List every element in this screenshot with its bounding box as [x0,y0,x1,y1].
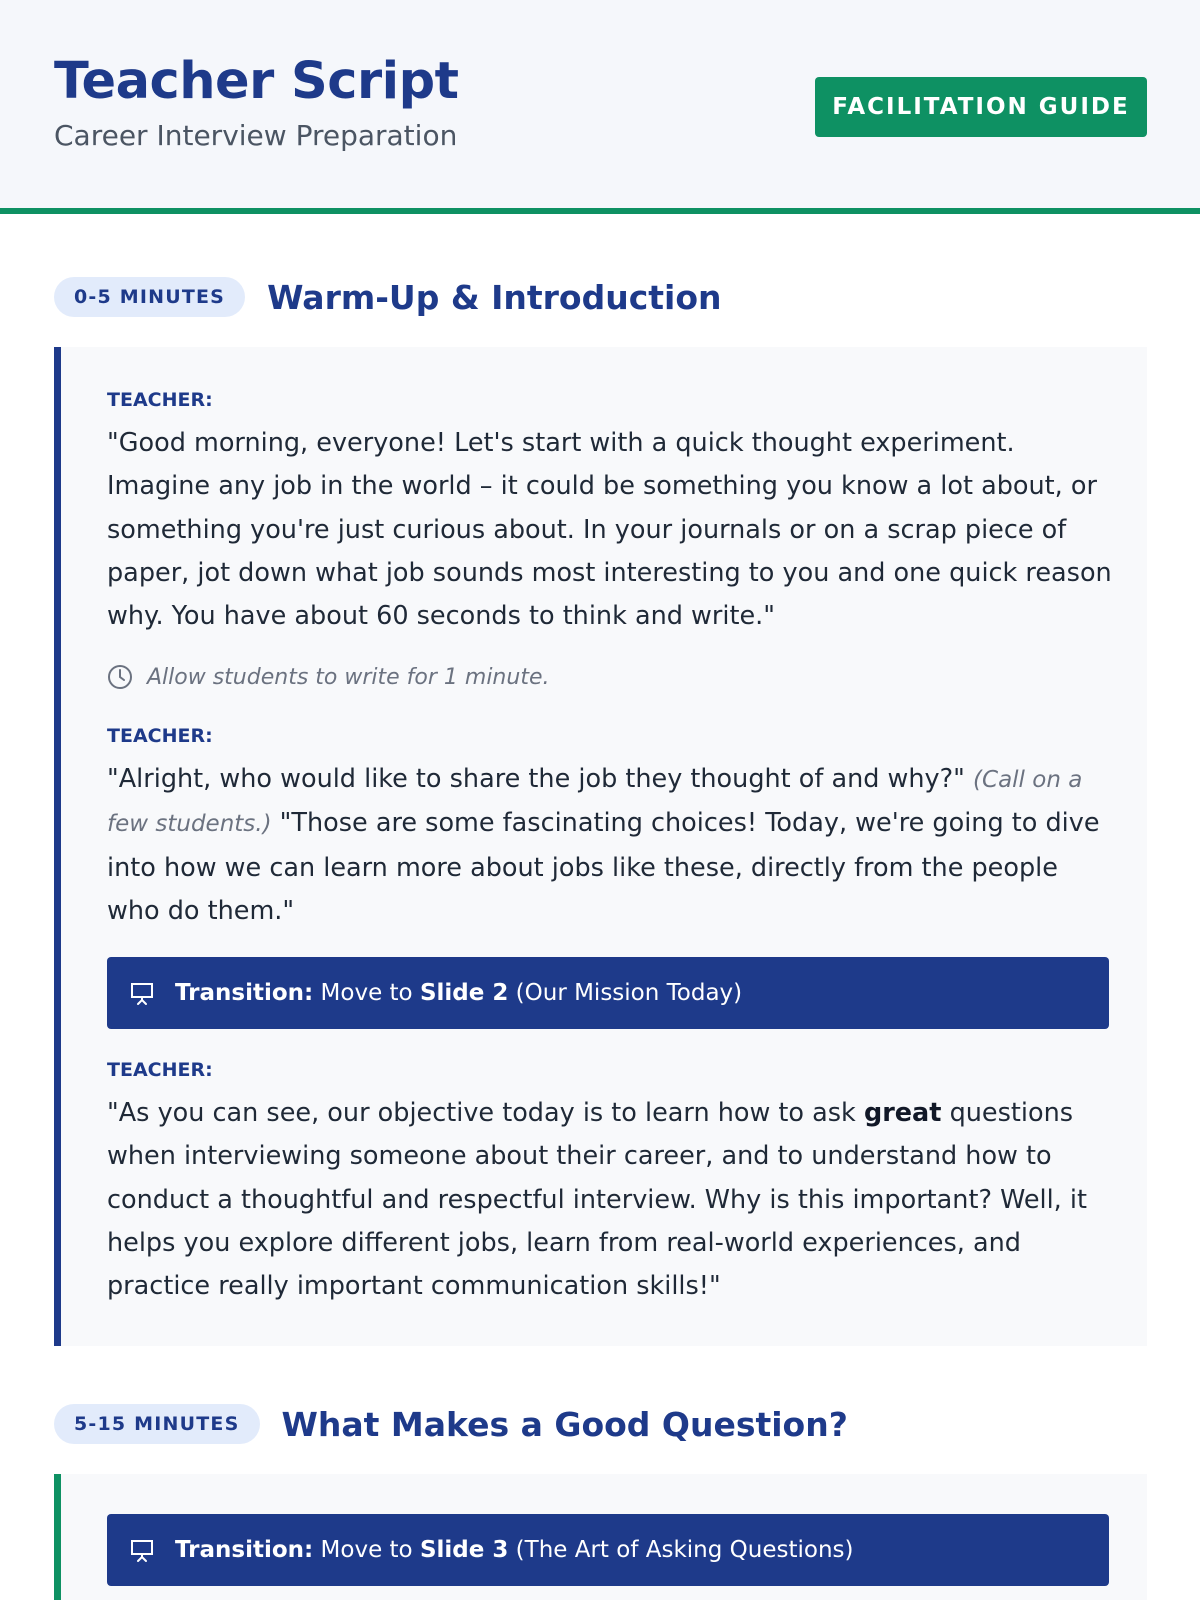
transition-bar [107,957,1109,1029]
transition-text: Move to [320,980,413,1006]
speaker-label: TEACHER: [107,725,213,747]
script-text: questions when interviewing someone about their career, and to understand how to conduct a thoughtful and respectful interview. Why is this important? Well, it helps you explore different jobs, learn from real-world experiences, and practice really important communication skills!" [107,1098,1087,1302]
clock-icon [107,664,133,690]
script-paragraph [107,758,1112,933]
transition-label: Transition: [175,1537,314,1563]
page-title: Teacher Script [54,52,459,111]
script-paragraph: "Good morning, everyone! Let's start with a quick thought experiment. Imagine any job in the world – it could be something you know a lot about, or something you're just curious about. In your journals or on a scrap piece of paper, jot down what job sounds most interesting to you and one quick reason why. You have about 60 seconds to think and write." [107,428,1112,632]
transition-slide: Slide 3 [419,1537,509,1563]
transition-detail: (Our Mission Today) [515,980,743,1006]
page-header [0,0,1200,214]
transition-label: Transition: [175,980,314,1006]
script-paragraph [107,1092,1112,1308]
time-badge: 0-5 MINUTES [54,277,245,317]
transition-text: Move to [320,1537,413,1563]
section-heading-good-question [54,1404,848,1444]
section-title: Warm-Up & Introduction [267,277,722,317]
script-text: "Alright, who would like to share the job they thought of and why?" [107,764,965,794]
stage-direction: (Call on a few students.) [107,767,1083,838]
script-text: "As you can see, our objective today is to learn how to ask [107,1098,856,1128]
speaker-label: TEACHER: [107,389,213,411]
presentation-icon [129,980,155,1006]
timing-note [107,664,549,690]
script-text: "Those are some fascinating choices! Today, we're going to dive into how we can learn more about jobs like these, directly from the people who do them." [107,808,1100,926]
time-badge: 5-15 MINUTES [54,1404,260,1444]
timing-note-text: Allow students to write for 1 minute. [147,664,550,690]
script-card-good-question [54,1474,1147,1600]
emphasis-text: great [863,1098,942,1128]
transition-bar [107,1514,1109,1586]
transition-detail: (The Art of Asking Questions) [515,1537,854,1563]
section-heading-warmup [54,277,722,317]
script-card-warmup [54,347,1147,1346]
facilitation-guide-badge: FACILITATION GUIDE [815,77,1147,137]
speaker-label: TEACHER: [107,1059,213,1081]
section-title: What Makes a Good Question? [281,1404,848,1444]
page-subtitle: Career Interview Preparation [54,119,458,152]
presentation-icon [129,1537,155,1563]
transition-slide: Slide 2 [419,980,509,1006]
